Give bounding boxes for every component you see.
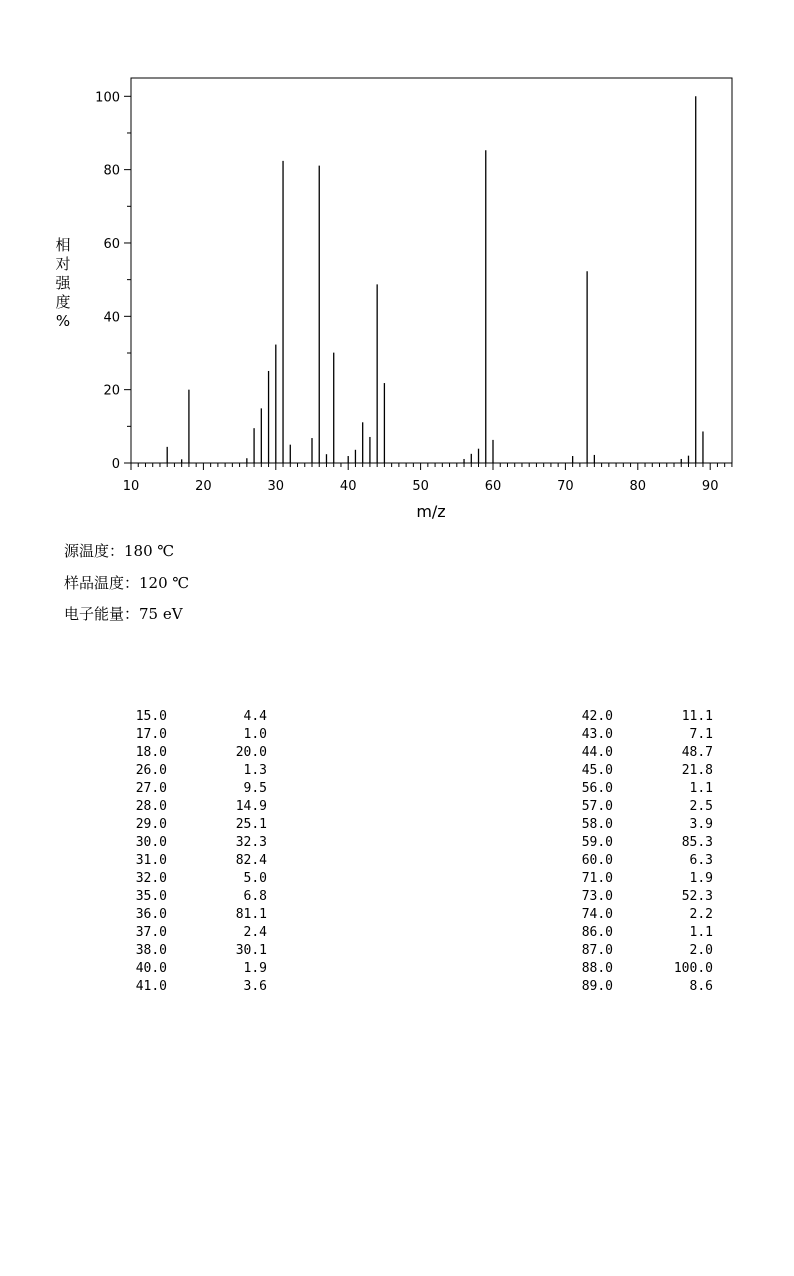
- peak-row: [127, 924, 267, 942]
- mass-spectrum-chart: [0, 0, 794, 530]
- peak-row: [127, 762, 267, 780]
- peak-mz: 45.0: [581, 763, 613, 778]
- peak-row: [127, 708, 267, 726]
- peak-abundance: 1.9: [689, 871, 713, 886]
- peak-abundance: 1.1: [689, 925, 713, 940]
- peak-row: [127, 726, 267, 744]
- peak-abundance: 1.1: [689, 781, 713, 796]
- x-tick-label: 10: [122, 479, 140, 494]
- x-tick-label: 90: [701, 479, 719, 494]
- peak-mz: 31.0: [135, 853, 167, 868]
- spectrum-peaks: [167, 96, 703, 463]
- y-axis-label-char: 强: [55, 274, 71, 292]
- peak-mz: 40.0: [135, 961, 167, 976]
- sample-temperature: 样品温度：120 ℃: [64, 574, 190, 592]
- y-axis-label-char: 对: [55, 255, 71, 273]
- peak-row: [127, 870, 267, 888]
- peak-mz: 36.0: [135, 907, 167, 922]
- peak-abundance: 81.1: [235, 907, 267, 922]
- peak-abundance: 32.3: [235, 835, 267, 850]
- x-tick-label: 70: [557, 479, 574, 494]
- peak-mz: 59.0: [581, 835, 613, 850]
- x-tick-label: 80: [629, 479, 647, 494]
- peak-abundance: 100.0: [673, 961, 713, 976]
- peak-row: [127, 744, 267, 762]
- peak-row: [573, 852, 713, 870]
- x-axis-label: m/z: [416, 502, 446, 521]
- peak-abundance: 11.1: [681, 709, 713, 724]
- peak-abundance: 4.4: [243, 709, 267, 724]
- peak-row: [127, 906, 267, 924]
- peak-abundance: 21.8: [681, 763, 713, 778]
- peak-mz: 60.0: [581, 853, 613, 868]
- peak-mz: 56.0: [581, 781, 613, 796]
- peak-abundance: 25.1: [235, 817, 267, 832]
- y-axis-label: [55, 236, 71, 330]
- y-axis-label-char: 相: [55, 236, 71, 254]
- peak-row: [573, 816, 713, 834]
- axis-ticks: [95, 90, 732, 494]
- peak-row: [127, 798, 267, 816]
- peak-mz: 58.0: [581, 817, 613, 832]
- peak-mz: 57.0: [581, 799, 613, 814]
- peak-abundance: 1.9: [243, 961, 267, 976]
- x-tick-label: 40: [339, 479, 357, 494]
- peak-mz: 38.0: [135, 943, 167, 958]
- peak-table-right: [573, 708, 713, 996]
- peak-row: [127, 834, 267, 852]
- peak-mz: 44.0: [581, 745, 613, 760]
- peak-row: [573, 942, 713, 960]
- peak-row: [573, 708, 713, 726]
- y-tick-label: 20: [103, 383, 120, 399]
- plot-frame: [131, 78, 732, 463]
- peak-mz: 35.0: [135, 889, 167, 904]
- peak-row: [573, 888, 713, 906]
- peak-mz: 41.0: [135, 979, 167, 994]
- peak-abundance: 3.6: [243, 979, 267, 994]
- peak-mz: 74.0: [581, 907, 613, 922]
- electron-energy: 电子能量：75 eV: [64, 605, 183, 623]
- peak-abundance: 3.9: [689, 817, 713, 832]
- peak-row: [573, 780, 713, 798]
- peak-row: [573, 870, 713, 888]
- peak-row: [573, 906, 713, 924]
- peak-mz: 37.0: [135, 925, 167, 940]
- peak-row: [573, 978, 713, 996]
- peak-mz: 88.0: [581, 961, 613, 976]
- peak-mz: 87.0: [581, 943, 613, 958]
- peak-row: [573, 834, 713, 852]
- peak-row: [573, 726, 713, 744]
- peak-row: [573, 924, 713, 942]
- peak-mz: 29.0: [135, 817, 167, 832]
- peak-abundance: 8.6: [689, 979, 713, 994]
- source-temperature: 源温度：180 ℃: [64, 542, 175, 560]
- peak-abundance: 7.1: [689, 727, 713, 742]
- peak-abundance: 9.5: [243, 781, 267, 796]
- y-tick-label: 40: [103, 310, 120, 326]
- peak-abundance: 85.3: [681, 835, 713, 850]
- peak-mz: 86.0: [581, 925, 613, 940]
- peak-row: [573, 798, 713, 816]
- peak-mz: 18.0: [135, 745, 167, 760]
- peak-row: [127, 942, 267, 960]
- peak-abundance: 6.3: [689, 853, 713, 868]
- peak-row: [573, 960, 713, 978]
- peak-row: [127, 888, 267, 906]
- y-tick-label: 60: [103, 236, 120, 252]
- peak-abundance: 1.0: [243, 727, 267, 742]
- peak-mz: 73.0: [581, 889, 613, 904]
- x-tick-label: 60: [484, 479, 502, 494]
- peak-abundance: 20.0: [235, 745, 267, 760]
- peak-abundance: 82.4: [235, 853, 267, 868]
- peak-mz: 30.0: [135, 835, 167, 850]
- peak-abundance: 6.8: [243, 889, 267, 904]
- peak-abundance: 5.0: [243, 871, 267, 886]
- peak-mz: 89.0: [581, 979, 613, 994]
- peak-abundance: 48.7: [681, 745, 713, 760]
- peak-abundance: 2.5: [689, 799, 713, 814]
- peak-mz: 26.0: [135, 763, 167, 778]
- peak-row: [127, 978, 267, 996]
- peak-abundance: 2.0: [689, 943, 713, 958]
- peak-row: [573, 762, 713, 780]
- peak-mz: 32.0: [135, 871, 167, 886]
- peak-table-left: [127, 708, 267, 996]
- peak-mz: 28.0: [135, 799, 167, 814]
- peak-abundance: 14.9: [235, 799, 267, 814]
- peak-row: [573, 744, 713, 762]
- peak-abundance: 52.3: [681, 889, 713, 904]
- peak-mz: 17.0: [135, 727, 167, 742]
- peak-row: [127, 960, 267, 978]
- peak-mz: 15.0: [135, 709, 167, 724]
- y-tick-label: 80: [103, 163, 120, 179]
- peak-abundance: 30.1: [235, 943, 267, 958]
- y-axis-label-char: %: [55, 312, 71, 330]
- peak-mz: 43.0: [581, 727, 613, 742]
- peak-row: [127, 780, 267, 798]
- y-tick-label: 0: [111, 457, 120, 472]
- y-axis-label-char: 度: [55, 293, 71, 311]
- peak-mz: 71.0: [581, 871, 613, 886]
- peak-mz: 42.0: [581, 709, 613, 724]
- peak-mz: 27.0: [135, 781, 167, 796]
- y-tick-label: 100: [95, 90, 120, 106]
- peak-abundance: 2.4: [243, 925, 267, 940]
- peak-abundance: 1.3: [243, 763, 267, 778]
- peak-row: [127, 852, 267, 870]
- peak-abundance: 2.2: [689, 907, 713, 922]
- peak-row: [127, 816, 267, 834]
- x-tick-label: 20: [195, 479, 212, 494]
- x-tick-label: 50: [412, 479, 429, 494]
- x-tick-label: 30: [267, 479, 285, 494]
